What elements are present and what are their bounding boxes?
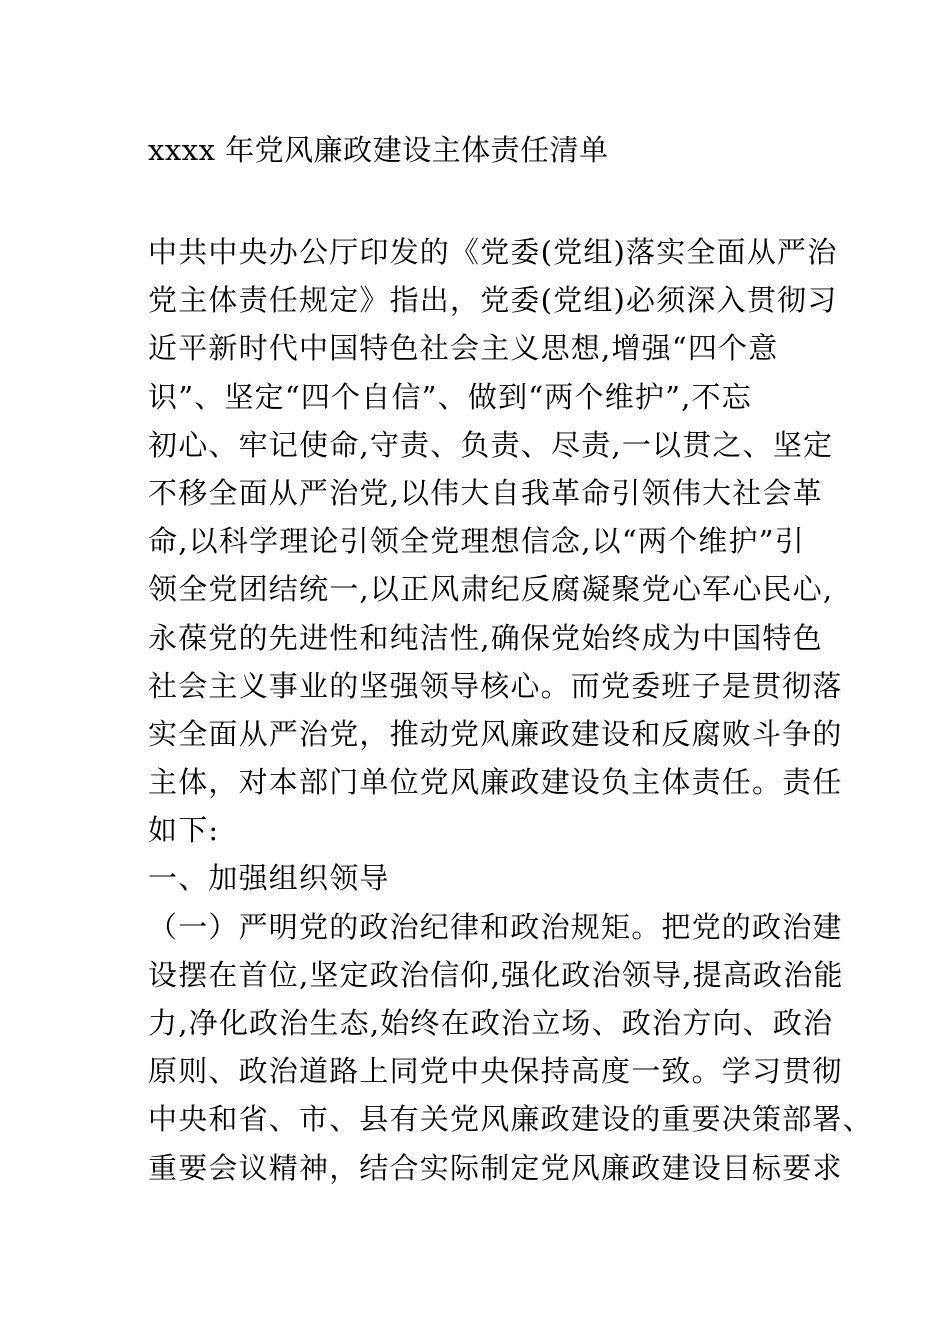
body-line: 主体，对本部门单位党风廉政建设负主体责任。责任 xyxy=(148,765,843,800)
body-line: 如下: xyxy=(148,813,220,848)
document-title: xxxx 年党风廉政建设主体责任清单 xyxy=(148,133,609,167)
body-line: 永葆党的先进性和纯洁性,确保党始终成为中国特色 xyxy=(148,620,823,655)
body-line: 近平新时代中国特色社会主义思想,增强“四个意 xyxy=(148,331,779,366)
body-line: 领全党团结统一,以正风肃纪反腐凝聚党心军心民心, xyxy=(148,572,834,607)
body-line: 初心、牢记使命,守责、负责、尽责,一以贯之、坚定 xyxy=(148,427,834,462)
body-line: 社会主义事业的坚强领导核心。而党委班子是贯彻落 xyxy=(148,668,843,703)
document-body xyxy=(148,228,873,1192)
body-line: 重要会议精神，结合实际制定党风廉政建设目标要求 xyxy=(148,1150,843,1185)
body-line: 中共中央办公厅印发的《党委(党组)落实全面从严治 xyxy=(148,235,838,269)
body-line: 命,以科学理论引领全党理想信念,以“两个维护”引 xyxy=(148,524,805,559)
body-line: 不移全面从严治党,以伟大自我革命引领伟大社会革 xyxy=(148,475,823,510)
body-line: 原则、政治道路上同党中央保持高度一致。学习贯彻 xyxy=(148,1054,843,1089)
body-line: （一）严明党的政治纪律和政治规矩。把党的政治建 xyxy=(148,909,843,944)
section-heading: 一、加强组织领导 xyxy=(148,861,390,896)
body-line: 设摆在首位,坚定政治信仰,强化政治领导,提高政治能 xyxy=(148,957,844,992)
body-line: 实全面从严治党，推动党风廉政建设和反腐败斗争的 xyxy=(148,716,843,751)
body-line: 识”、坚定“四个自信”、做到“两个维护”,不忘 xyxy=(148,379,752,414)
body-line: 中央和省、市、县有关党风廉政建设的重要决策部署、 xyxy=(148,1102,873,1137)
body-line: 力,净化政治生态,始终在政治立场、政治方向、政治 xyxy=(148,1006,834,1040)
body-line: 党主体责任规定》指出，党委(党组)必须深入贯彻习 xyxy=(148,283,838,318)
